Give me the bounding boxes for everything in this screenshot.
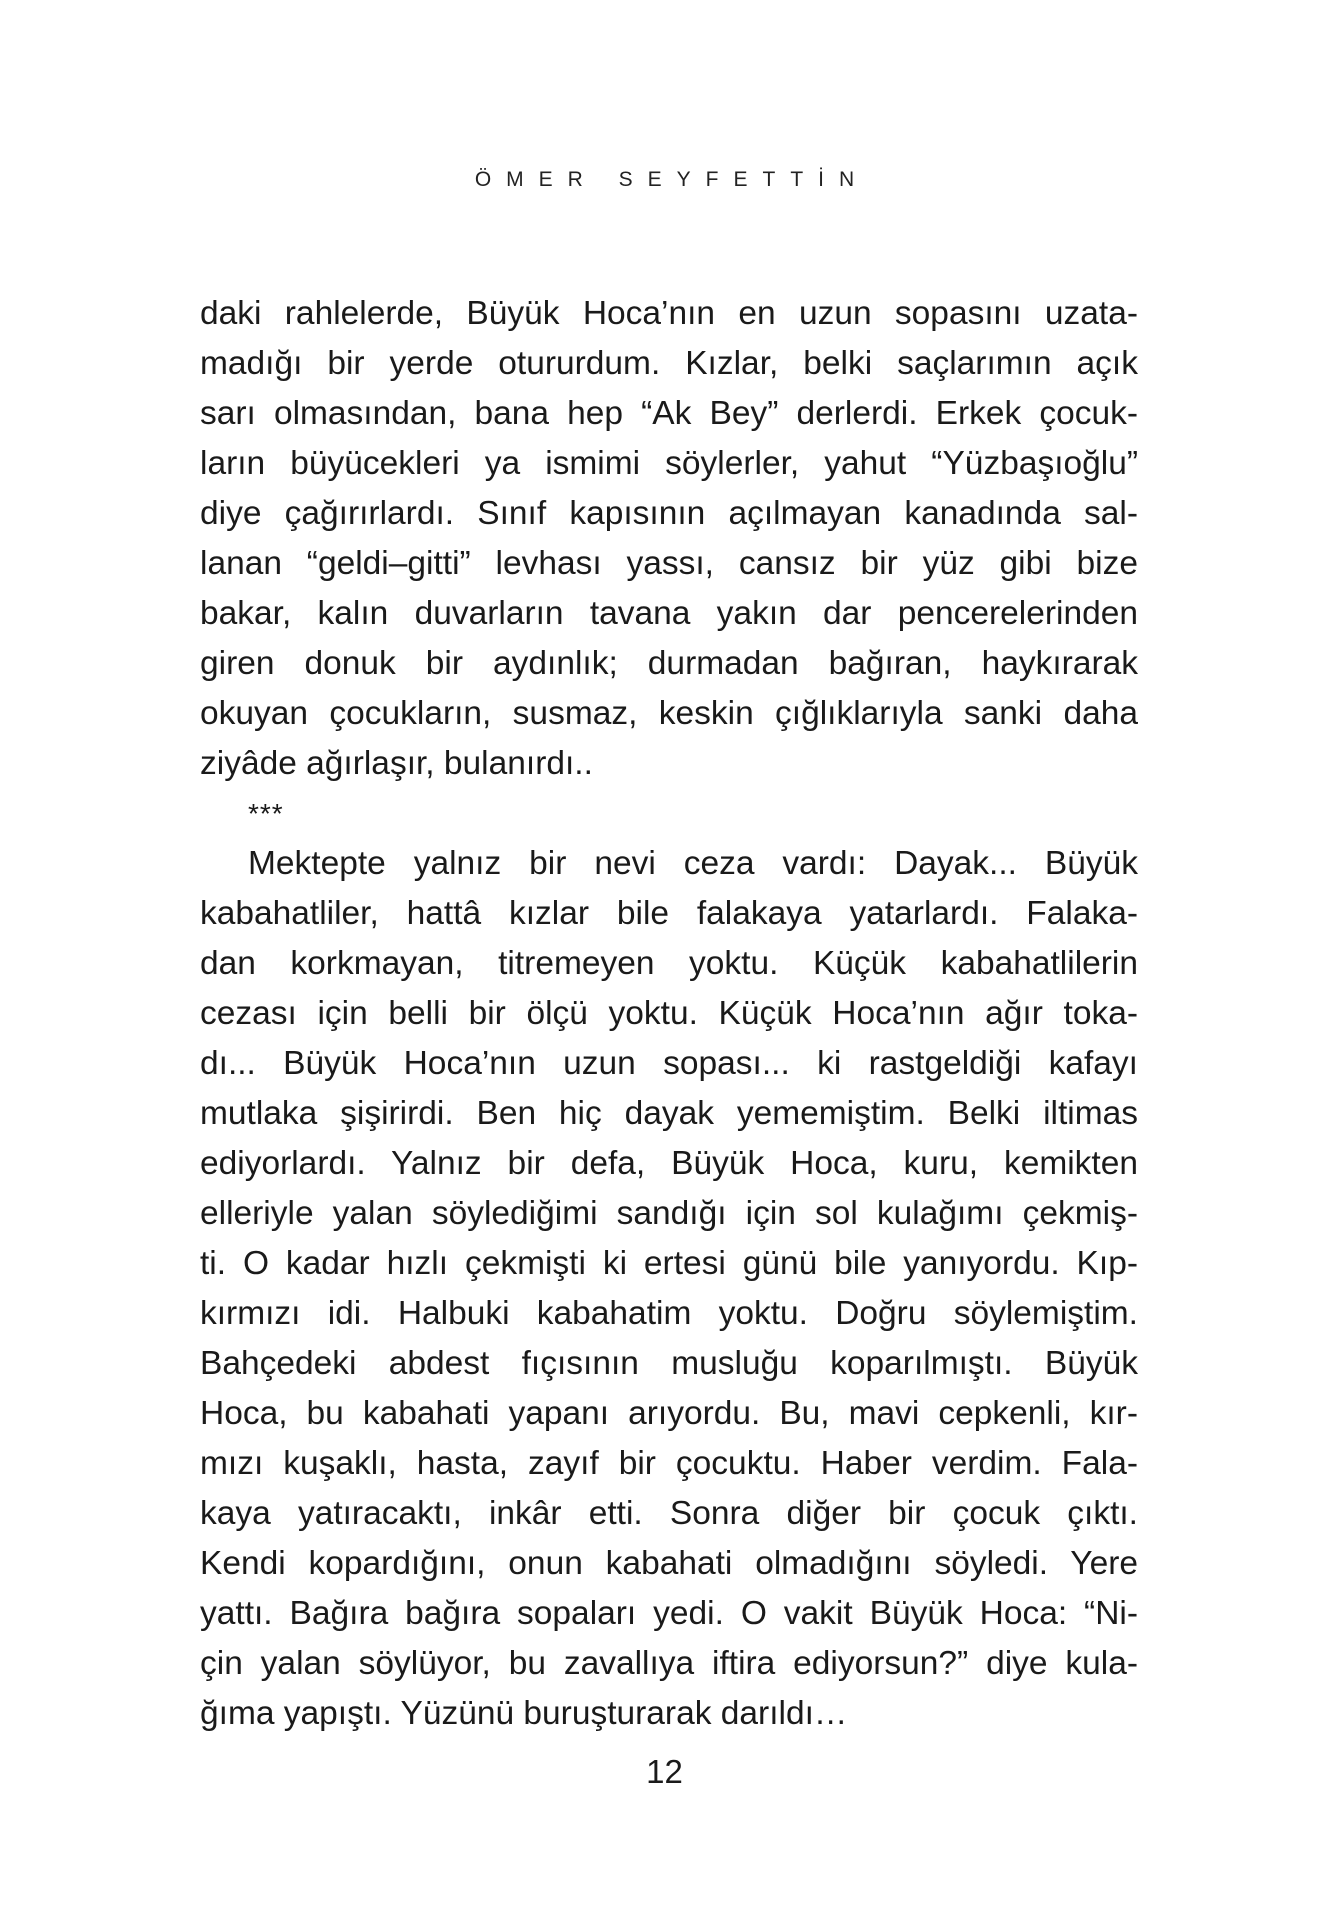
- text-line: daki rahlelerde, Büyük Hoca’nın en uzun sopasını uzata-: [200, 295, 1138, 332]
- section-separator: ***: [248, 798, 284, 829]
- text-line: kırmızı idi. Halbuki kabahatim yoktu. Doğru söylemiştim.: [200, 1295, 1138, 1332]
- text-line: elleriyle yalan söylediğimi sandığı için sol kulağımı çekmiş-: [200, 1195, 1138, 1232]
- running-header: ÖMER SEYFETTİN: [474, 168, 870, 191]
- text-line: bakar, kalın duvarların tavana yakın dar pencerelerinden: [200, 595, 1138, 632]
- text-line: mızı kuşaklı, hasta, zayıf bir çocuktu. Haber verdim. Fala-: [200, 1445, 1138, 1482]
- text-line: dı... Büyük Hoca’nın uzun sopası... ki rastgeldiği kafayı: [200, 1045, 1138, 1082]
- body-text: [200, 289, 1138, 1739]
- text-line: ediyorlardı. Yalnız bir defa, Büyük Hoca, kuru, kemikten: [200, 1145, 1138, 1182]
- text-line: giren donuk bir aydınlık; durmadan bağıran, haykırarak: [200, 645, 1138, 682]
- text-line: çin yalan söylüyor, bu zavallıya iftira ediyorsun?” diye kula-: [200, 1645, 1138, 1682]
- text-line: dan korkmayan, titremeyen yoktu. Küçük kabahatlilerin: [200, 945, 1138, 982]
- text-line: yattı. Bağıra bağıra sopaları yedi. O vakit Büyük Hoca: “Ni-: [200, 1595, 1138, 1632]
- text-line: lanan “geldi–gitti” levhası yassı, cansız bir yüz gibi bize: [200, 545, 1138, 582]
- text-line: Hoca, bu kabahati yapanı arıyordu. Bu, mavi cepkenli, kır-: [200, 1395, 1138, 1432]
- text-line: cezası için belli bir ölçü yoktu. Küçük Hoca’nın ağır toka-: [200, 995, 1138, 1032]
- text-line: kabahatliler, hattâ kızlar bile falakaya yatarlardı. Falaka-: [200, 895, 1138, 932]
- text-line: Mektepte yalnız bir nevi ceza vardı: Dayak... Büyük: [248, 845, 1138, 882]
- text-line: ti. O kadar hızlı çekmişti ki ertesi günü bile yanıyordu. Kıp-: [200, 1245, 1138, 1282]
- text-line: kaya yatıracaktı, inkâr etti. Sonra diğer bir çocuk çıktı.: [200, 1495, 1138, 1532]
- paragraph-2: [200, 839, 1138, 1739]
- text-line: Kendi kopardığını, onun kabahati olmadığını söyledi. Yere: [200, 1545, 1138, 1582]
- text-line: mutlaka şişirirdi. Ben hiç dayak yememiştim. Belki iltimas: [200, 1095, 1138, 1132]
- text-line: okuyan çocukların, susmaz, keskin çığlıklarıyla sanki daha: [200, 695, 1138, 732]
- text-line: sarı olmasından, bana hep “Ak Bey” derlerdi. Erkek çocuk-: [200, 395, 1138, 432]
- text-line: ğıma yapıştı. Yüzünü buruşturarak darıldı…: [200, 1695, 848, 1732]
- text-line: madığı bir yerde otururdum. Kızlar, belki saçlarımın açık: [200, 345, 1138, 382]
- text-line: Bahçedeki abdest fıçısının musluğu koparılmıştı. Büyük: [200, 1345, 1138, 1382]
- page-number: 12: [646, 1753, 683, 1790]
- paragraph-1: [200, 289, 1138, 789]
- text-line: ziyâde ağırlaşır, bulanırdı..: [200, 745, 593, 782]
- text-line: ların büyücekleri ya ismimi söylerler, yahut “Yüzbaşıoğlu”: [200, 445, 1138, 482]
- text-line: diye çağırırlardı. Sınıf kapısının açılmayan kanadında sal-: [200, 495, 1138, 532]
